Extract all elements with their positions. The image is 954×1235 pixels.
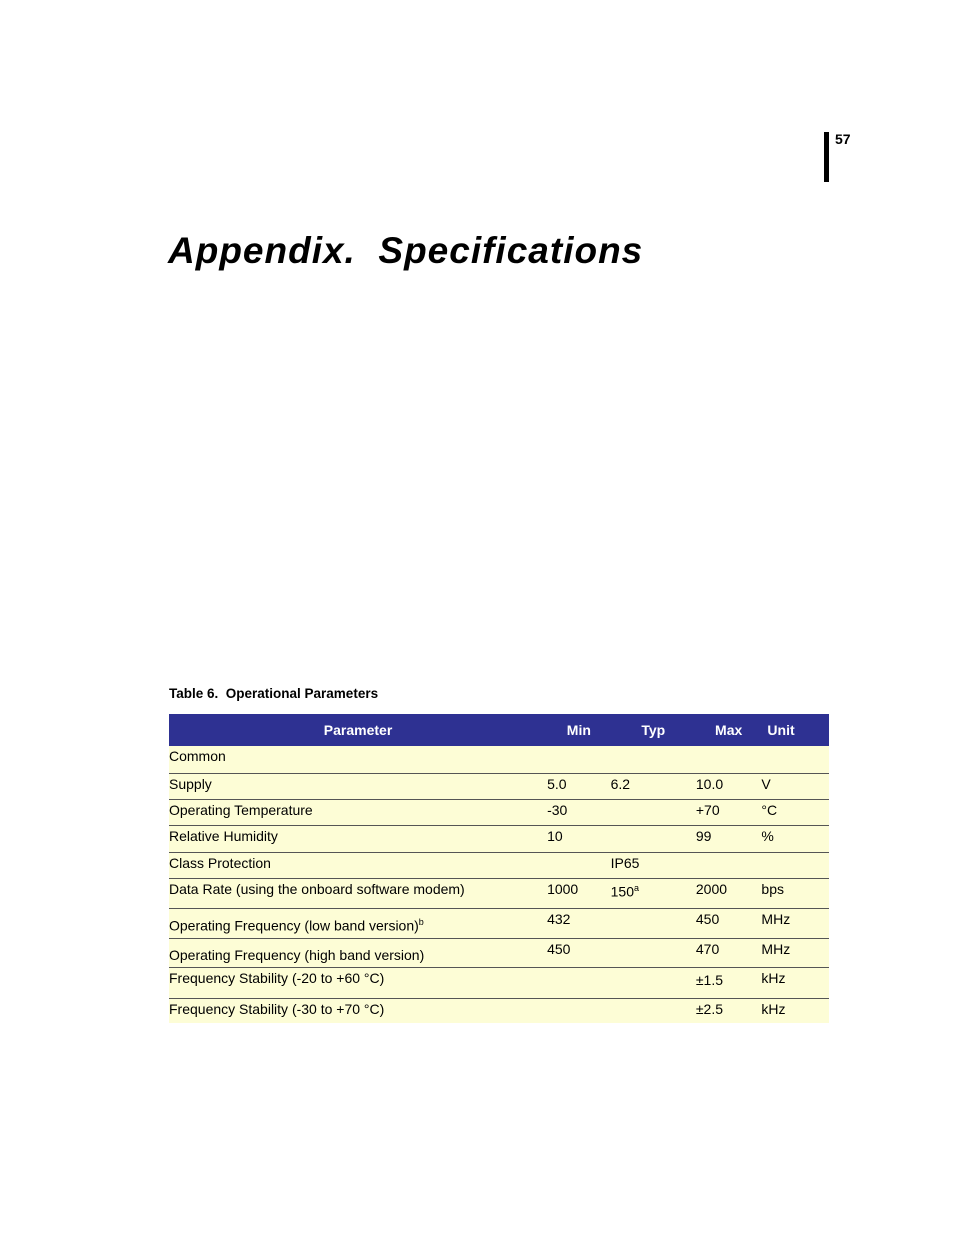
unit-cell: [761, 938, 829, 967]
table-row: [169, 799, 829, 825]
typ-cell: [611, 908, 696, 938]
parameter-cell: [169, 799, 547, 825]
typ-cell-text: 150: [610, 883, 634, 900]
table-row: [169, 852, 829, 878]
column-header-min: Min: [547, 714, 611, 746]
table-caption: Table 6. Operational Parameters: [169, 686, 379, 701]
unit-cell-text: °C: [761, 801, 778, 818]
min-cell: [547, 852, 611, 878]
typ-cell-text: IP65: [610, 854, 640, 871]
table-row: [169, 773, 829, 799]
page-number: 57: [835, 131, 851, 147]
unit-cell: [761, 825, 829, 852]
parameter-cell: [169, 773, 547, 799]
max-cell: [696, 967, 762, 998]
max-cell-text: ±1.5: [695, 971, 724, 988]
unit-cell: [761, 878, 829, 908]
unit-cell: [761, 998, 829, 1023]
max-cell: [696, 852, 762, 878]
parameter-cell-footnote-marker: b: [418, 916, 424, 927]
max-cell-text: 450: [695, 910, 720, 927]
unit-cell: [761, 908, 829, 938]
parameter-cell: [169, 938, 547, 967]
parameter-cell-text: Frequency Stability (-20 to +60 °C): [169, 969, 385, 986]
parameter-cell-text: Relative Humidity: [169, 827, 278, 844]
typ-cell-text: 6.2: [610, 775, 631, 792]
max-cell: [696, 773, 762, 799]
typ-cell: [611, 799, 696, 825]
chapter-title: Appendix. Specifications: [168, 230, 644, 271]
table-row: [169, 908, 829, 938]
max-cell-text: +70: [695, 801, 720, 818]
parameter-cell-text: Frequency Stability (-30 to +70 °C): [169, 1000, 385, 1017]
unit-cell: [761, 967, 829, 998]
max-cell: [696, 825, 762, 852]
unit-cell-text: kHz: [761, 1000, 786, 1017]
min-cell-text: -30: [547, 801, 568, 818]
table-body: [169, 746, 829, 1023]
typ-cell: [611, 967, 696, 998]
max-cell-text: 10.0: [695, 775, 724, 792]
unit-cell-text: V: [761, 775, 771, 792]
max-cell-text: 99: [695, 827, 712, 844]
min-cell-text: 10: [547, 827, 563, 844]
max-cell: [696, 799, 762, 825]
parameter-cell-text: Operating Temperature: [169, 801, 313, 818]
parameter-cell: [169, 908, 547, 938]
parameter-cell: [169, 878, 547, 908]
parameter-cell-text: Data Rate (using the onboard software modem): [169, 880, 465, 897]
parameter-cell: [169, 998, 547, 1023]
unit-cell-text: MHz: [761, 910, 791, 927]
typ-cell-footnote-marker: a: [633, 882, 639, 893]
column-header-unit: Unit: [761, 714, 829, 746]
max-cell-text: 2000: [695, 880, 728, 897]
typ-cell: [611, 852, 696, 878]
column-header-max: Max: [696, 714, 762, 746]
parameter-cell: [169, 852, 547, 878]
table-row: [169, 967, 829, 998]
unit-cell-text: %: [761, 827, 774, 844]
typ-cell: [611, 825, 696, 852]
parameter-cell-text: Operating Frequency (high band version): [169, 946, 425, 963]
column-header-parameter: Parameter: [169, 714, 547, 746]
table-row: [169, 878, 829, 908]
unit-cell: [761, 852, 829, 878]
min-cell-text: 450: [547, 940, 571, 957]
parameter-cell-text: Operating Frequency (low band version): [169, 917, 419, 934]
min-cell: [547, 773, 611, 799]
typ-cell: [611, 998, 696, 1023]
typ-cell: [611, 878, 696, 908]
min-cell: [547, 908, 611, 938]
table-header-row: [169, 714, 829, 746]
max-cell: [696, 878, 762, 908]
parameter-cell-text: Supply: [169, 775, 212, 792]
min-cell: [547, 938, 611, 967]
max-cell: [696, 998, 762, 1023]
min-cell-text: 432: [547, 910, 571, 927]
parameter-cell-text: Class Protection: [169, 854, 271, 871]
max-cell: [696, 908, 762, 938]
typ-cell: [611, 773, 696, 799]
unit-cell-text: kHz: [761, 969, 786, 986]
parameter-cell: [169, 967, 547, 998]
typ-cell: [611, 938, 696, 967]
min-cell: [547, 825, 611, 852]
min-cell: [547, 799, 611, 825]
parameter-cell: [169, 825, 547, 852]
min-cell: [547, 878, 611, 908]
unit-cell: [761, 799, 829, 825]
min-cell: [547, 967, 611, 998]
min-cell: [547, 998, 611, 1023]
table-row: [169, 998, 829, 1023]
table-row: [169, 938, 829, 967]
table-row: [169, 825, 829, 852]
max-cell: [696, 938, 762, 967]
unit-cell-text: MHz: [761, 940, 791, 957]
max-cell-text: 470: [695, 940, 720, 957]
specifications-table: [169, 714, 829, 1023]
unit-cell-text: bps: [761, 880, 784, 897]
max-cell-text: ±2.5: [695, 1000, 724, 1017]
section-label: Common: [169, 746, 829, 773]
section-row: [169, 746, 829, 773]
column-header-typ: Typ: [611, 714, 696, 746]
min-cell-text: 5.0: [547, 775, 567, 792]
min-cell-text: 1000: [547, 880, 579, 897]
page-marker-bar: [824, 132, 829, 182]
unit-cell: [761, 773, 829, 799]
